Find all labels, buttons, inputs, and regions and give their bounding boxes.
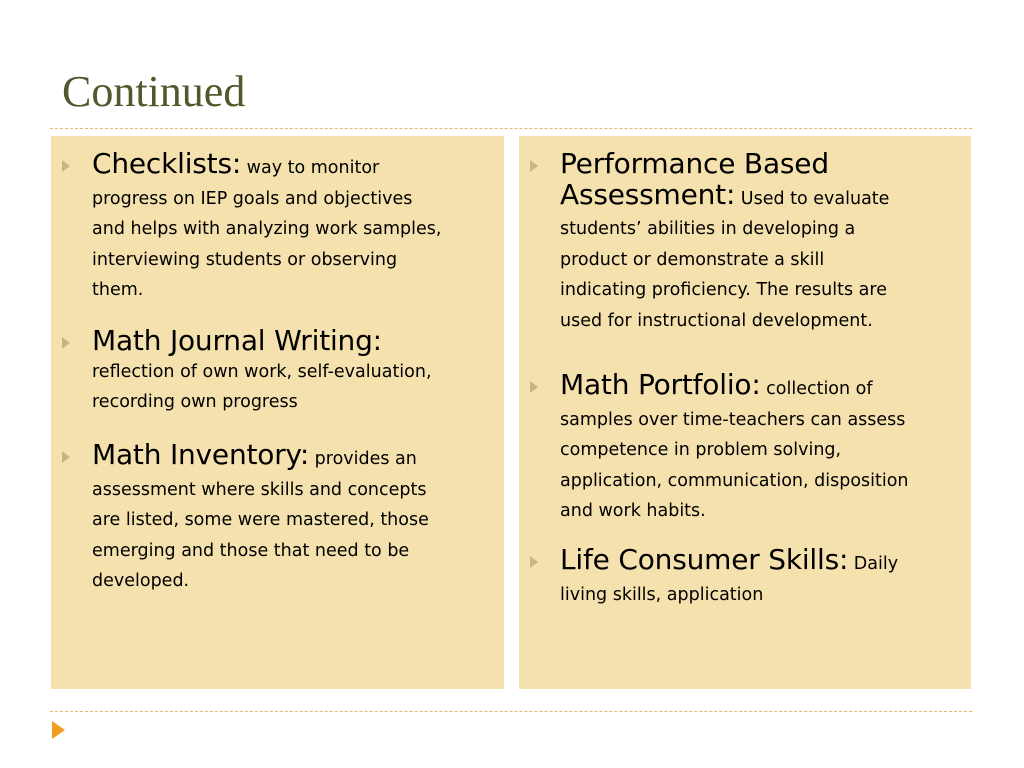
right-content-panel — [519, 136, 971, 689]
triangle-right-bullet-icon — [61, 451, 71, 463]
bullet-item-math-portfolio — [560, 370, 965, 527]
bullet-body-line: them. — [92, 280, 144, 300]
bullet-first-line — [560, 177, 965, 215]
bullet-body-line: indicating proficiency. The results are — [560, 280, 887, 300]
bullet-heading: Checklists: — [92, 147, 242, 180]
bullet-body-line: competence in problem solving, — [560, 440, 842, 460]
bullet-body-line: students’ abilities in developing a — [560, 219, 856, 239]
bullet-heading: Math Journal Writing: — [92, 324, 382, 357]
bullet-body-line: and work habits. — [560, 501, 706, 521]
bullet-body-line: emerging and those that need to be — [92, 540, 410, 561]
bullet-body-line: samples over time-teachers can assess — [560, 409, 906, 430]
bullet-heading-line: Performance Based — [560, 147, 829, 180]
bullet-heading: Math Portfolio: — [560, 368, 761, 401]
bullet-body-line: reflection of own work, self-evaluation, — [92, 361, 432, 382]
bullet-body-line: application, communication, disposition — [560, 470, 909, 491]
bullet-body: collection of — [766, 379, 873, 399]
bullet-body-line: progress on IEP goals and objectives — [92, 188, 413, 209]
bullet-body-line: product or demonstrate a skill — [560, 249, 825, 270]
bullet-body: Daily — [853, 554, 899, 574]
bullet-body-line: assessment where skills and concepts — [92, 479, 427, 500]
bullet-heading: Assessment: — [560, 177, 736, 211]
bullet-body-line: and helps with analyzing work samples, — [92, 219, 442, 239]
bullet-body-line: are listed, some were mastered, those — [92, 510, 429, 530]
triangle-right-bullet-icon — [61, 337, 71, 349]
orange-triangle-icon — [50, 720, 66, 740]
bottom-dashed-divider — [50, 711, 972, 712]
bullet-item-math-journal — [92, 326, 502, 418]
bullet-first-line — [560, 370, 965, 405]
bullet-item-math-inventory — [92, 440, 502, 597]
bullet-body: way to monitor — [246, 158, 380, 178]
bullet-body: Used to evaluate — [740, 188, 890, 209]
bullet-body-line: interviewing students or observing — [92, 249, 398, 270]
bullet-body-line: used for instructional development. — [560, 310, 873, 331]
bullet-item-life-consumer-skills — [560, 545, 965, 610]
top-dashed-divider — [50, 128, 972, 129]
triangle-right-bullet-icon — [529, 556, 539, 568]
bullet-body: provides an — [314, 449, 417, 469]
bullet-item-checklists — [92, 149, 502, 306]
bullet-body-line: developed. — [92, 571, 190, 591]
triangle-right-bullet-icon — [61, 160, 71, 172]
triangle-right-bullet-icon — [529, 160, 539, 172]
bullet-heading: Life Consumer Skills: — [560, 543, 849, 576]
bullet-first-line — [560, 545, 965, 580]
left-content-panel — [51, 136, 504, 689]
bullet-heading: Math Inventory: — [92, 438, 310, 471]
bullet-first-line — [92, 149, 502, 184]
bullet-body-line: living skills, application — [560, 584, 764, 605]
bullet-item-performance-based-assessment — [560, 149, 965, 336]
bullet-body-line: recording own progress — [92, 392, 298, 412]
bullet-first-line — [92, 440, 502, 475]
slide-title: Continued — [62, 67, 246, 116]
triangle-right-bullet-icon — [529, 381, 539, 393]
